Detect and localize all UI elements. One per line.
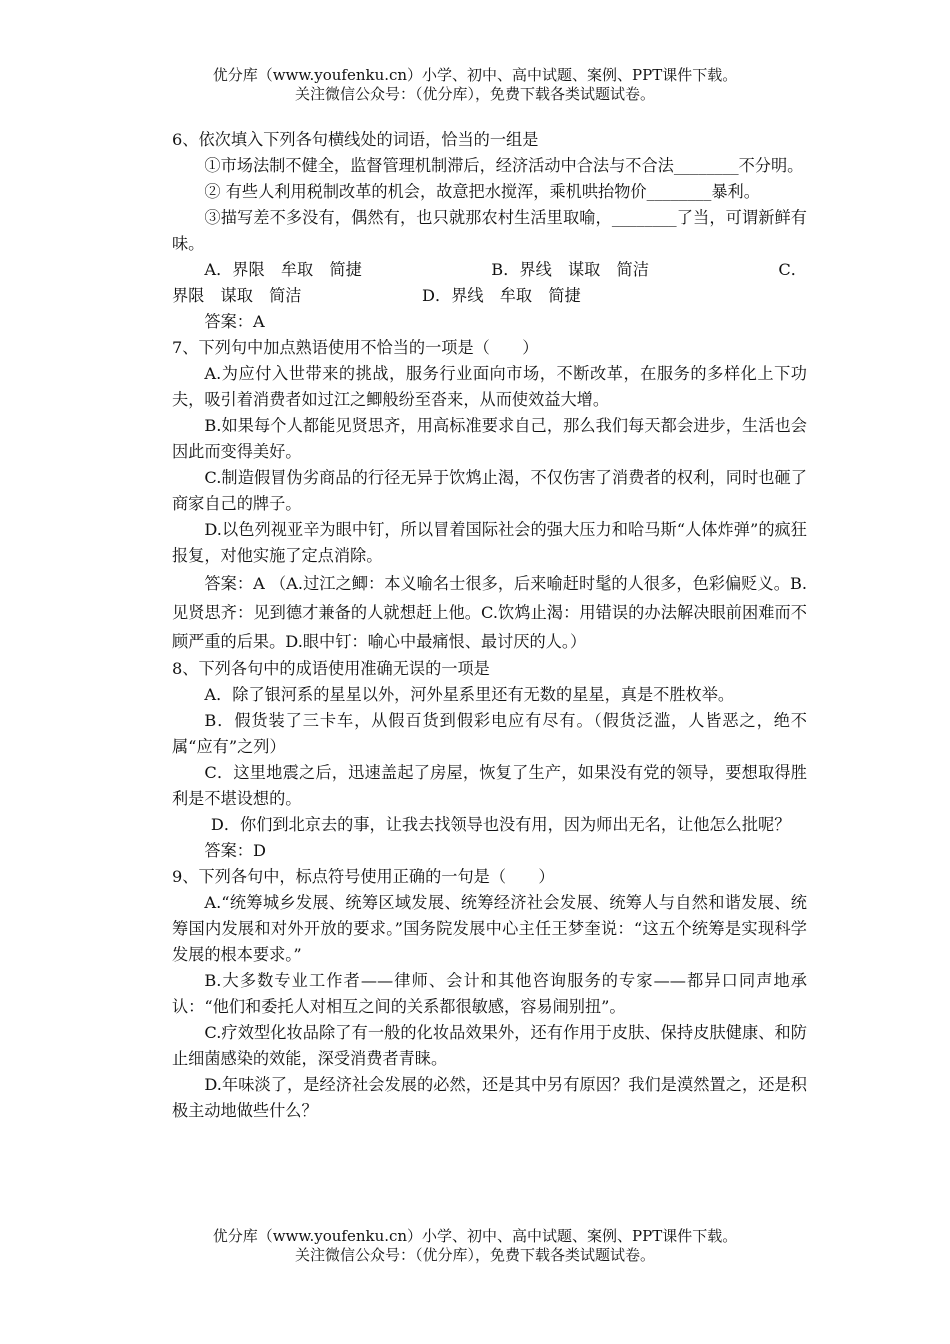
- q8-option-b: B．假货装了三卡车，从假百货到假彩电应有尽有。（假货泛滥，人皆恶之，绝不属“应有”之列）: [172, 711, 807, 756]
- page-header: [0, 66, 950, 104]
- q9-option-b: B.大多数专业工作者——律师、会计和其他咨询服务的专家——都异口同声地承认：“他们和委托人对相互之间的关系都很敏感，容易闹别扭”。: [172, 971, 807, 1016]
- header-line-1: 优分库（www.youfenku.cn）小学、初中、高中试题、案例、PPT课件下载。: [212, 66, 738, 84]
- q7-stem: 7、下列句中加点熟语使用不恰当的一项是（ ）: [172, 338, 539, 357]
- page-footer: [0, 1227, 950, 1265]
- q6-option-b: B．界线 谋取 简洁: [491, 260, 649, 279]
- footer-line-2: 关注微信公众号：（优分库），免费下载各类试题试卷。: [294, 1246, 655, 1264]
- q6-option-c-label: C．: [778, 260, 807, 279]
- q8-option-a: A．除了银河系的星星以外，河外星系里还有无数的星星，真是不胜枚举。: [204, 685, 735, 704]
- question-7: [172, 335, 807, 656]
- q9-option-a: A.“统筹城乡发展、统筹区域发展、统筹经济社会发展、统筹人与自然和谐发展、统筹国内发展和对外开放的要求。”国务院发展中心主任王梦奎说：“这五个统筹是实现科学发展的根本要求。”: [172, 893, 807, 964]
- q9-stem: 9、下列各句中，标点符号使用正确的一句是（ ）: [172, 867, 555, 886]
- question-9: [172, 864, 807, 1124]
- q6-answer: 答案：A: [204, 312, 265, 331]
- q6-sentence-2: ② 有些人利用税制改革的机会，故意把水搅浑，乘机哄抬物价________暴利。: [204, 182, 760, 201]
- header-line-2: 关注微信公众号：（优分库），免费下载各类试题试卷。: [294, 85, 655, 103]
- q6-options-row-1: [172, 257, 807, 283]
- q7-answer: 答案：A （A.过江之鲫：本义喻名士很多，后来喻赶时髦的人很多，色彩偏贬义。B.见贤思齐：见到德才兼备的人就想赶上他。C.饮鸩止渴：用错误的办法解决眼前困难而不顾严重的后果。D.眼中钉：喻心中最痛恨、最讨厌的人。）: [172, 574, 807, 651]
- document-body: [172, 127, 807, 1124]
- q8-option-c: C．这里地震之后，迅速盖起了房屋，恢复了生产，如果没有党的领导，要想取得胜利是不堪设想的。: [172, 763, 807, 808]
- q6-stem: 6、依次填入下列各句横线处的词语，恰当的一组是: [172, 130, 539, 149]
- q7-option-a: A.为应付入世带来的挑战，服务行业面向市场，不断改革，在服务的多样化上下功夫，吸引着消费者如过江之鲫般纷至沓来，从而使效益大增。: [172, 364, 807, 409]
- question-8: [172, 656, 807, 864]
- q6-options-row-2: [172, 283, 807, 309]
- q8-option-d: D．你们到北京去的事，让我去找领导也没有用，因为师出无名，让他怎么批呢？: [210, 815, 791, 834]
- q7-option-d: D.以色列视亚辛为眼中钉，所以冒着国际社会的强大压力和哈马斯“人体炸弹”的疯狂报复，对他实施了定点消除。: [172, 520, 807, 565]
- question-6: [172, 127, 807, 335]
- q7-option-b: B.如果每个人都能见贤思齐，用高标准要求自己，那么我们每天都会进步，生活也会因此而变得美好。: [172, 416, 807, 461]
- q7-option-c: C.制造假冒伪劣商品的行径无异于饮鸩止渴，不仅伤害了消费者的权利，同时也砸了商家自己的牌子。: [172, 468, 807, 513]
- q8-answer: 答案：D: [204, 841, 266, 860]
- q8-stem: 8、下列各句中的成语使用准确无误的一项是: [172, 659, 490, 678]
- q6-option-c-text: 界限 谋取 简洁: [172, 286, 302, 305]
- q6-option-a: A．界限 牟取 简捷: [204, 260, 362, 279]
- q9-option-d: D.年味淡了，是经济社会发展的必然，还是其中另有原因？我们是漠然置之，还是积极主动地做些什么？: [172, 1075, 807, 1120]
- footer-line-1: 优分库（www.youfenku.cn）小学、初中、高中试题、案例、PPT课件下载。: [212, 1227, 738, 1245]
- q6-option-d: D．界线 牟取 简捷: [422, 286, 581, 305]
- q6-sentence-3: ③描写差不多没有，偶然有，也只就那农村生活里取喻，________了当，可谓新鲜有味。: [172, 208, 807, 253]
- q6-sentence-1: ①市场法制不健全，监督管理机制滞后，经济活动中合法与不合法________不分明。: [204, 156, 804, 175]
- q9-option-c: C.疗效型化妆品除了有一般的化妆品效果外，还有作用于皮肤、保持皮肤健康、和防止细菌感染的效能，深受消费者青睐。: [172, 1023, 807, 1068]
